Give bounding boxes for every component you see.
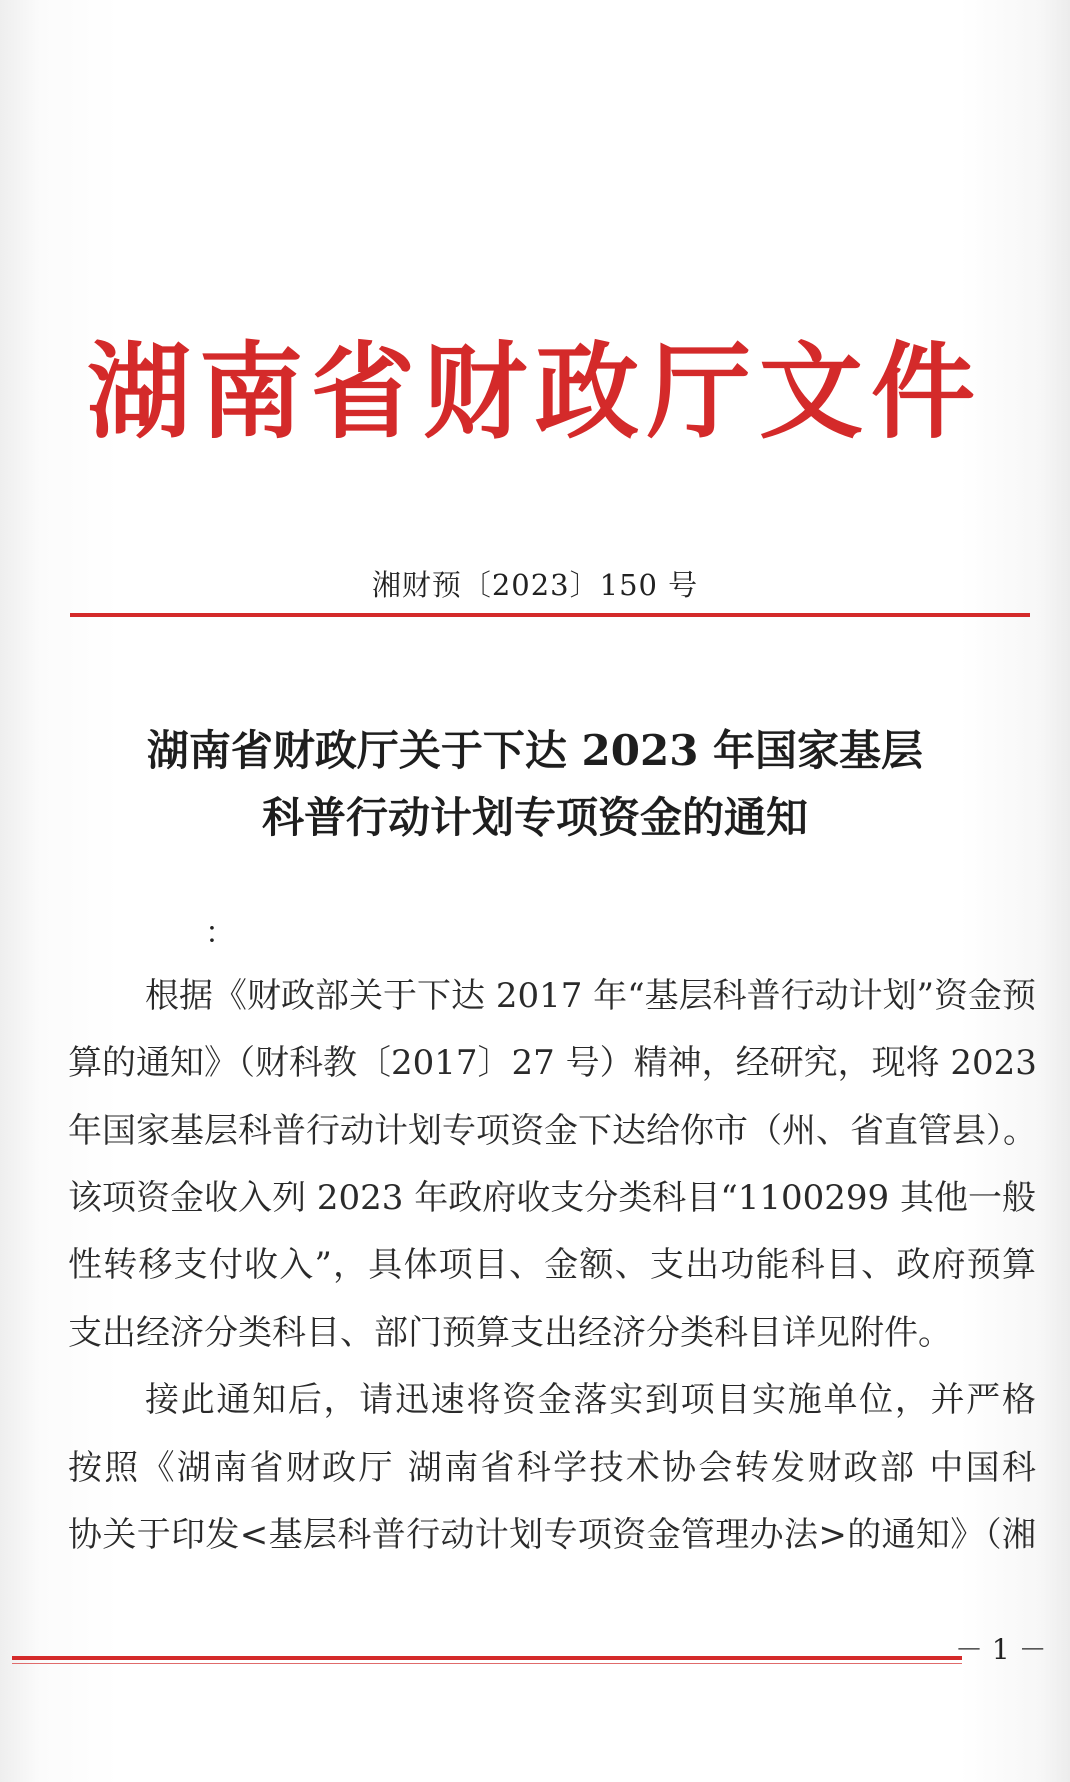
body-line-2: 算的通知》（财科教〔2017〕27 号）精神，经研究，现将 2023 <box>68 1043 1037 1083</box>
salutation: ： <box>205 916 235 951</box>
body-line-5: 性转移支付收入”，具体项目、金额、支出功能科目、政府预算 <box>68 1245 1036 1285</box>
body-line-4: 该项资金收入列 2023 年政府收支分类科目“1100299 其他一般 <box>68 1178 1036 1218</box>
body-line-9: 协关于印发<基层科普行动计划专项资金管理办法>的通知》（湘 <box>68 1515 1036 1555</box>
page-number: － 1 － <box>955 1633 1047 1666</box>
footer-red-rule <box>12 1656 962 1660</box>
document-header-title: 湖南省财政厅文件 <box>86 331 983 453</box>
body-line-6: 支出经济分类科目、部门预算支出经济分类科目详见附件。 <box>68 1313 952 1353</box>
footer-red-rule-thin <box>12 1663 962 1664</box>
header-red-rule <box>70 613 1030 617</box>
document-number: 湘财预〔2023〕150 号 <box>371 568 699 602</box>
body-line-8: 按照《湖南省财政厅 湖南省科学技术协会转发财政部 中国科 <box>68 1448 1036 1488</box>
body-line-7: 接此通知后，请迅速将资金落实到项目实施单位，并严格 <box>145 1380 1036 1420</box>
body-line-1: 根据《财政部关于下达 2017 年“基层科普行动计划”资金预 <box>145 976 1036 1016</box>
body-line-3: 年国家基层科普行动计划专项资金下达给你市（州、省直管县）。 <box>68 1111 1037 1151</box>
notice-title-line-2: 科普行动计划专项资金的通知 <box>261 793 808 842</box>
notice-title-line-1: 湖南省财政厅关于下达 2023 年国家基层 <box>146 726 924 775</box>
